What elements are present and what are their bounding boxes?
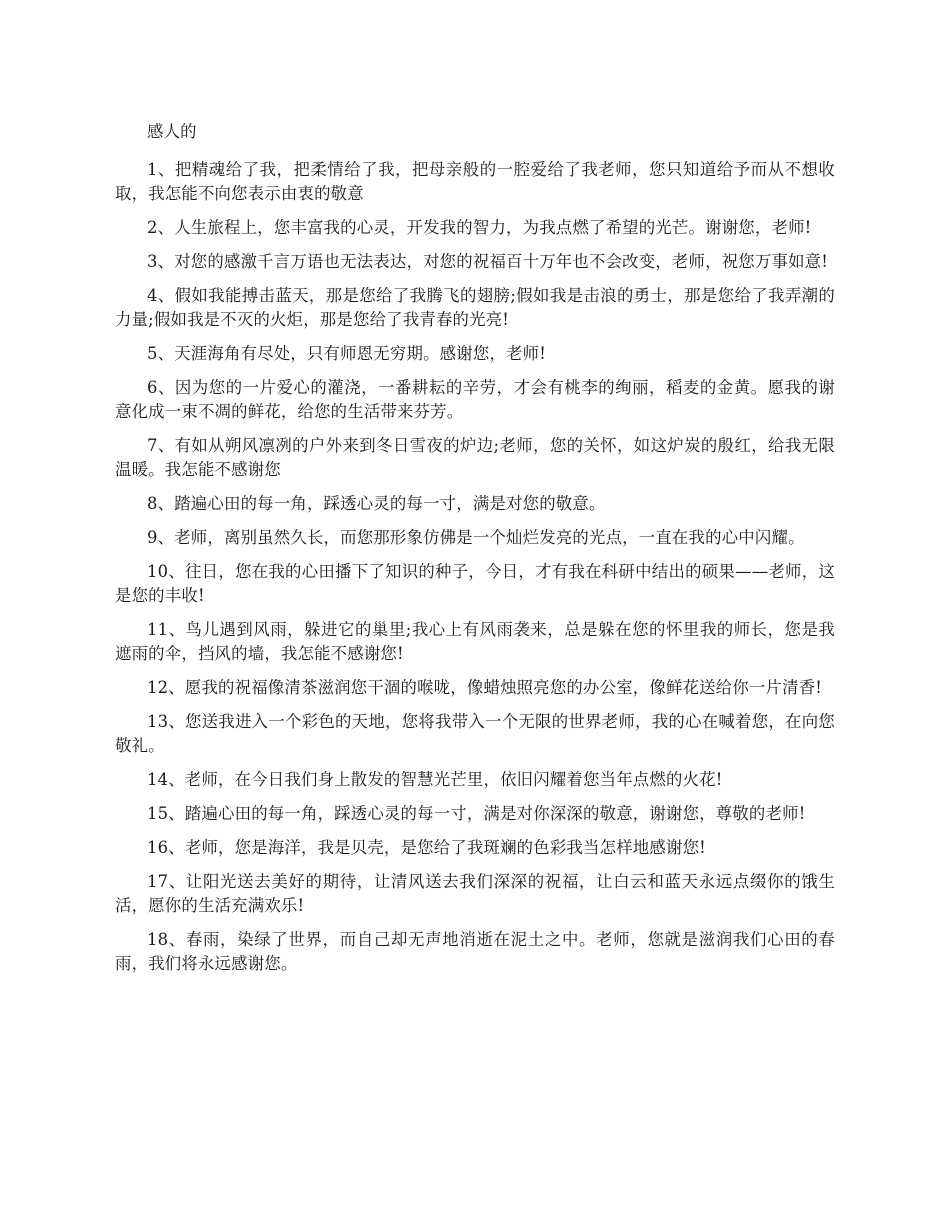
list-item: 11、鸟儿遇到风雨，躲进它的巢里;我心上有风雨袭来，总是躲在您的怀里我的师长，您是我遮雨的伞，挡风的墙，我怎能不感谢您!: [115, 620, 835, 663]
list-item: 10、往日，您在我的心田播下了知识的种子，今日，才有我在科研中结出的硕果——老师，这是您的丰收!: [115, 562, 835, 605]
list-item: 1、把精魂给了我，把柔情给了我，把母亲般的一腔爱给了我老师，您只知道给予而从不想收取，我怎能不向您表示由衷的敬意: [115, 160, 835, 203]
list-item: 7、有如从朔风凛冽的户外来到冬日雪夜的炉边;老师，您的关怀，如这炉炭的殷红，给我无限温暖。我怎能不感谢您: [115, 436, 835, 479]
document-page: [115, 120, 835, 986]
list-item: 3、对您的感激千言万语也无法表达，对您的祝福百十万年也不会改变，老师，祝您万事如意!: [147, 252, 829, 271]
list-item: 2、人生旅程上，您丰富我的心灵，开发我的智力，为我点燃了希望的光芒。谢谢您，老师!: [147, 218, 812, 237]
list-item: 8、踏遍心田的每一角，踩透心灵的每一寸，满是对您的敬意。: [147, 494, 606, 513]
list-item: 12、愿我的祝福像清茶滋润您干涸的喉咙，像蜡烛照亮您的办公室，像鲜花送给你一片清香!: [147, 678, 823, 697]
list-item: 5、天涯海角有尽处，只有师恩无穷期。感谢您，老师!: [147, 344, 546, 363]
list-item: 4、假如我能搏击蓝天，那是您给了我腾飞的翅膀;假如我是击浪的勇士，那是您给了我弄潮的力量;假如我是不灭的火炬，那是您给了我青春的光亮!: [115, 286, 835, 329]
list-item: 17、让阳光送去美好的期待，让清风送去我们深深的祝福，让白云和蓝天永远点缀你的饿生活，愿你的生活充满欢乐!: [115, 872, 835, 915]
list-item: 18、春雨，染绿了世界，而自己却无声地消逝在泥土之中。老师，您就是滋润我们心田的春雨，我们将永远感谢您。: [115, 930, 835, 973]
list-item: 14、老师，在今日我们身上散发的智慧光芒里，依旧闪耀着您当年点燃的火花!: [147, 770, 723, 789]
document-heading: 感人的: [147, 122, 197, 141]
list-item: 16、老师，您是海洋，我是贝壳，是您给了我斑斓的色彩我当怎样地感谢您!: [147, 838, 706, 857]
list-item: 15、踏遍心田的每一角，踩透心灵的每一寸，满是对你深深的敬意，谢谢您，尊敬的老师!: [147, 804, 806, 823]
list-item: 6、因为您的一片爱心的灌浇，一番耕耘的辛劳，才会有桃李的绚丽，稻麦的金黄。愿我的谢意化成一束不凋的鲜花，给您的生活带来芬芳。: [115, 378, 835, 421]
list-item: 9、老师，离别虽然久长，而您那形象仿佛是一个灿烂发亮的光点，一直在我的心中闪耀。: [147, 528, 805, 547]
list-item: 13、您送我进入一个彩色的天地，您将我带入一个无限的世界老师，我的心在喊着您，在向您敬礼。: [115, 712, 835, 755]
